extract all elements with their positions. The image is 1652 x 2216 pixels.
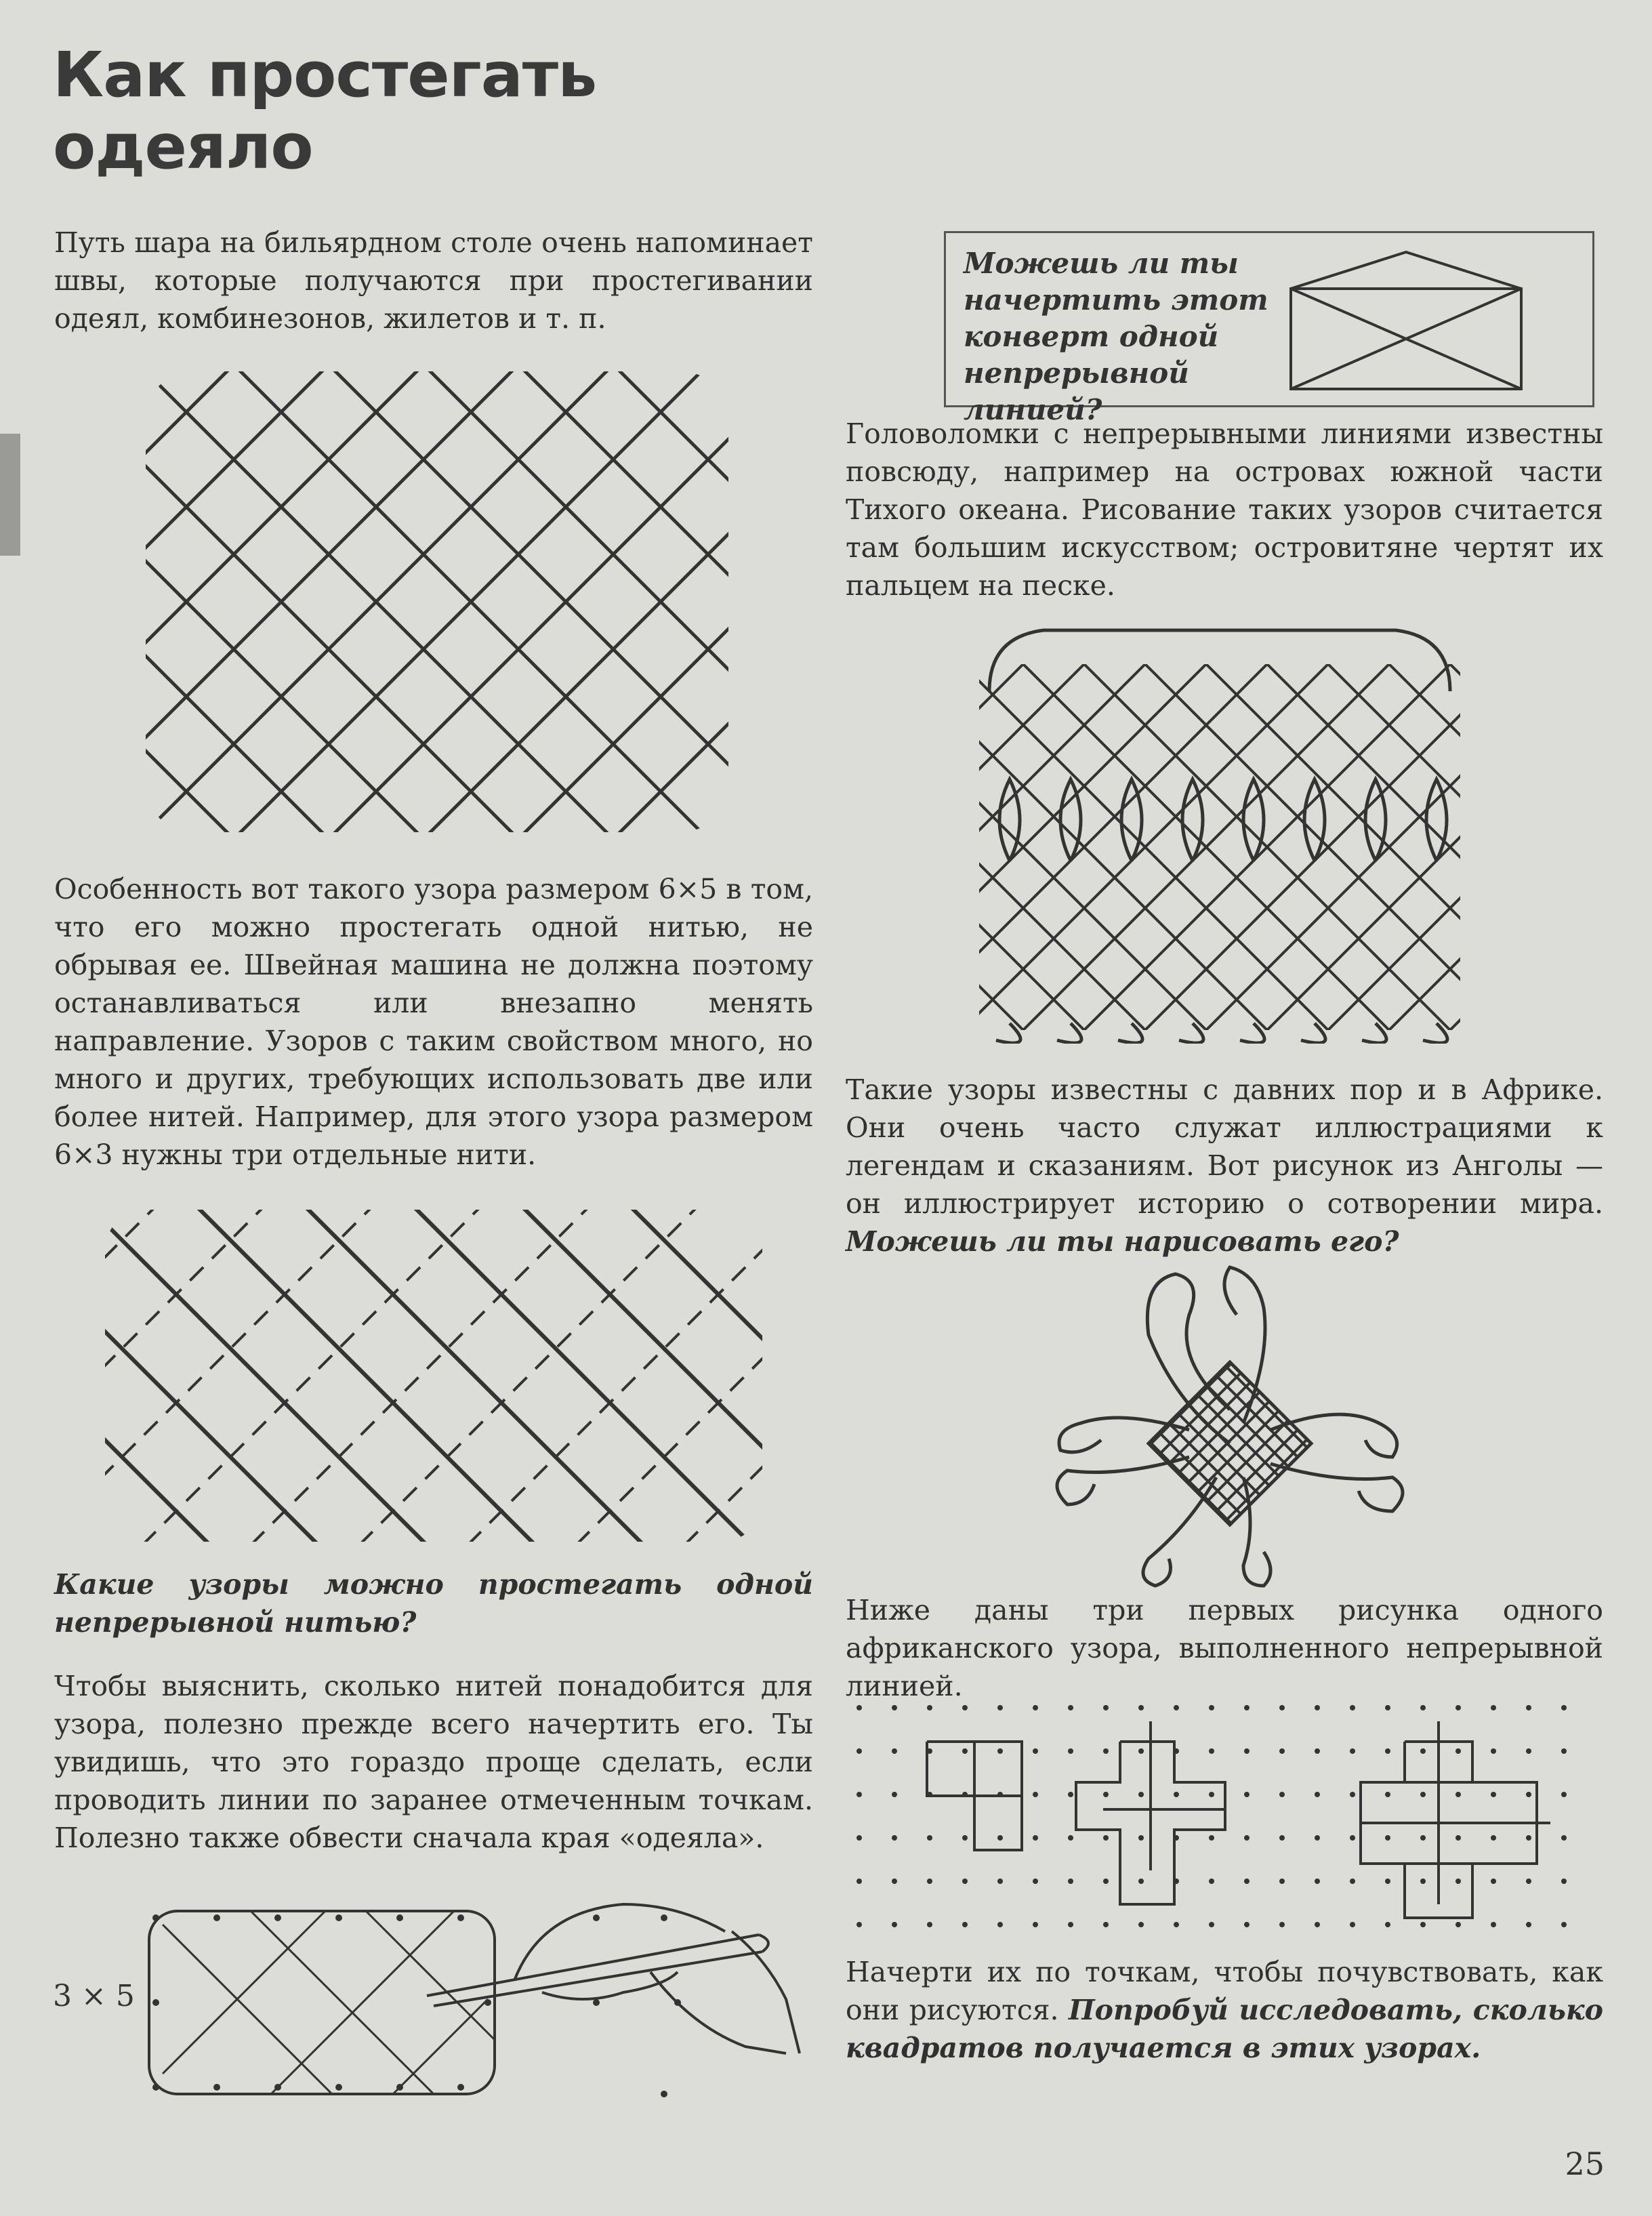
right-paragraph-4-text: Начерти их по точкам, чтобы почувствовать, как они рисуются. [846, 1956, 1603, 2026]
envelope-question: Можешь ли ты начертить этот конверт одной непрерывной линией? [964, 247, 1268, 426]
right-paragraph-3: Ниже даны три первых рисунка одного африканского узора, выполненного непрерывной линией. [846, 1594, 1603, 1702]
figure-label-3x5: 3 × 5 [53, 1979, 135, 2013]
left-paragraph-1: Путь шара на бильярдном столе очень напоминает швы, которые получаются при простегивании одеял, комбинезонов, жилетов и т. п. [54, 226, 813, 335]
left-paragraph-3: Чтобы выяснить, сколько нитей понадобится для узора, полезно прежде всего начертить его. Ты увидишь, что это гораздо проще сделать, если проводить линии по заранее отмеченным точкам. Полезно также обвести сначала края «одеяла». [54, 1670, 813, 1854]
envelope-question-box [944, 231, 1594, 426]
african-pattern-steps [846, 1701, 1603, 1931]
right-paragraph-2-text: Такие узоры известны с давних пор и в Африке. Они очень часто служат иллюстрациями к легендам и сказаниям. Вот рисунок из Анголы — он иллюстрирует историю о сотворении мира. [846, 1073, 1603, 1220]
hand-with-pencil [427, 1904, 800, 2053]
right-paragraph-1: Головоломки с непрерывными линиями известны повсюду, например на островах южной части Тихого океана. Рисование таких узоров считается там большим искусством; островитяне чертят их пальцем на песке. [846, 417, 1603, 602]
drawing-hand-figure [136, 1891, 813, 2114]
right-paragraph-4 [846, 1953, 1603, 2067]
title-line-1: Как простегать [53, 39, 597, 111]
thread-lines [102, 1206, 766, 1545]
pacific-islands-pattern [962, 617, 1477, 1044]
page-title [53, 39, 730, 183]
right-paragraph-4-task: Попробуй исследовать, сколько квадратов получается в этих узорах. [846, 1994, 1603, 2064]
quilt-diagonals [163, 1911, 495, 2094]
title-line-2: одеяло [53, 110, 313, 183]
left-question: Какие узоры можно простегать одной непрерывной нитью? [54, 1568, 813, 1639]
lattice-lines [139, 365, 735, 839]
right-paragraph-2 [846, 1071, 1603, 1260]
envelope-figure [1288, 248, 1525, 394]
right-paragraph-2-question: Можешь ли ты нарисовать его? [846, 1225, 1399, 1258]
quilt-pattern-6x3 [102, 1206, 766, 1545]
quilt-pattern-6x5 [139, 365, 735, 839]
binding-edge [0, 434, 20, 556]
quilt-border [149, 1911, 495, 2094]
page-number: 25 [1565, 2146, 1605, 2182]
angola-sand-drawing [1040, 1254, 1420, 1593]
left-paragraph-2: Особенность вот такого узора размером 6×5 в том, что его можно простегать одной нитью, не обрывая ее. Швейная машина не должна поэтому останавливаться или внезапно менять направление. Узоров с таким свойством много, но много и других, требующих использовать две или более нитей. Например, для этого узора размером 6×3 нужны три отдельные нити. [54, 873, 813, 1171]
dot-grid [856, 1705, 1567, 1927]
